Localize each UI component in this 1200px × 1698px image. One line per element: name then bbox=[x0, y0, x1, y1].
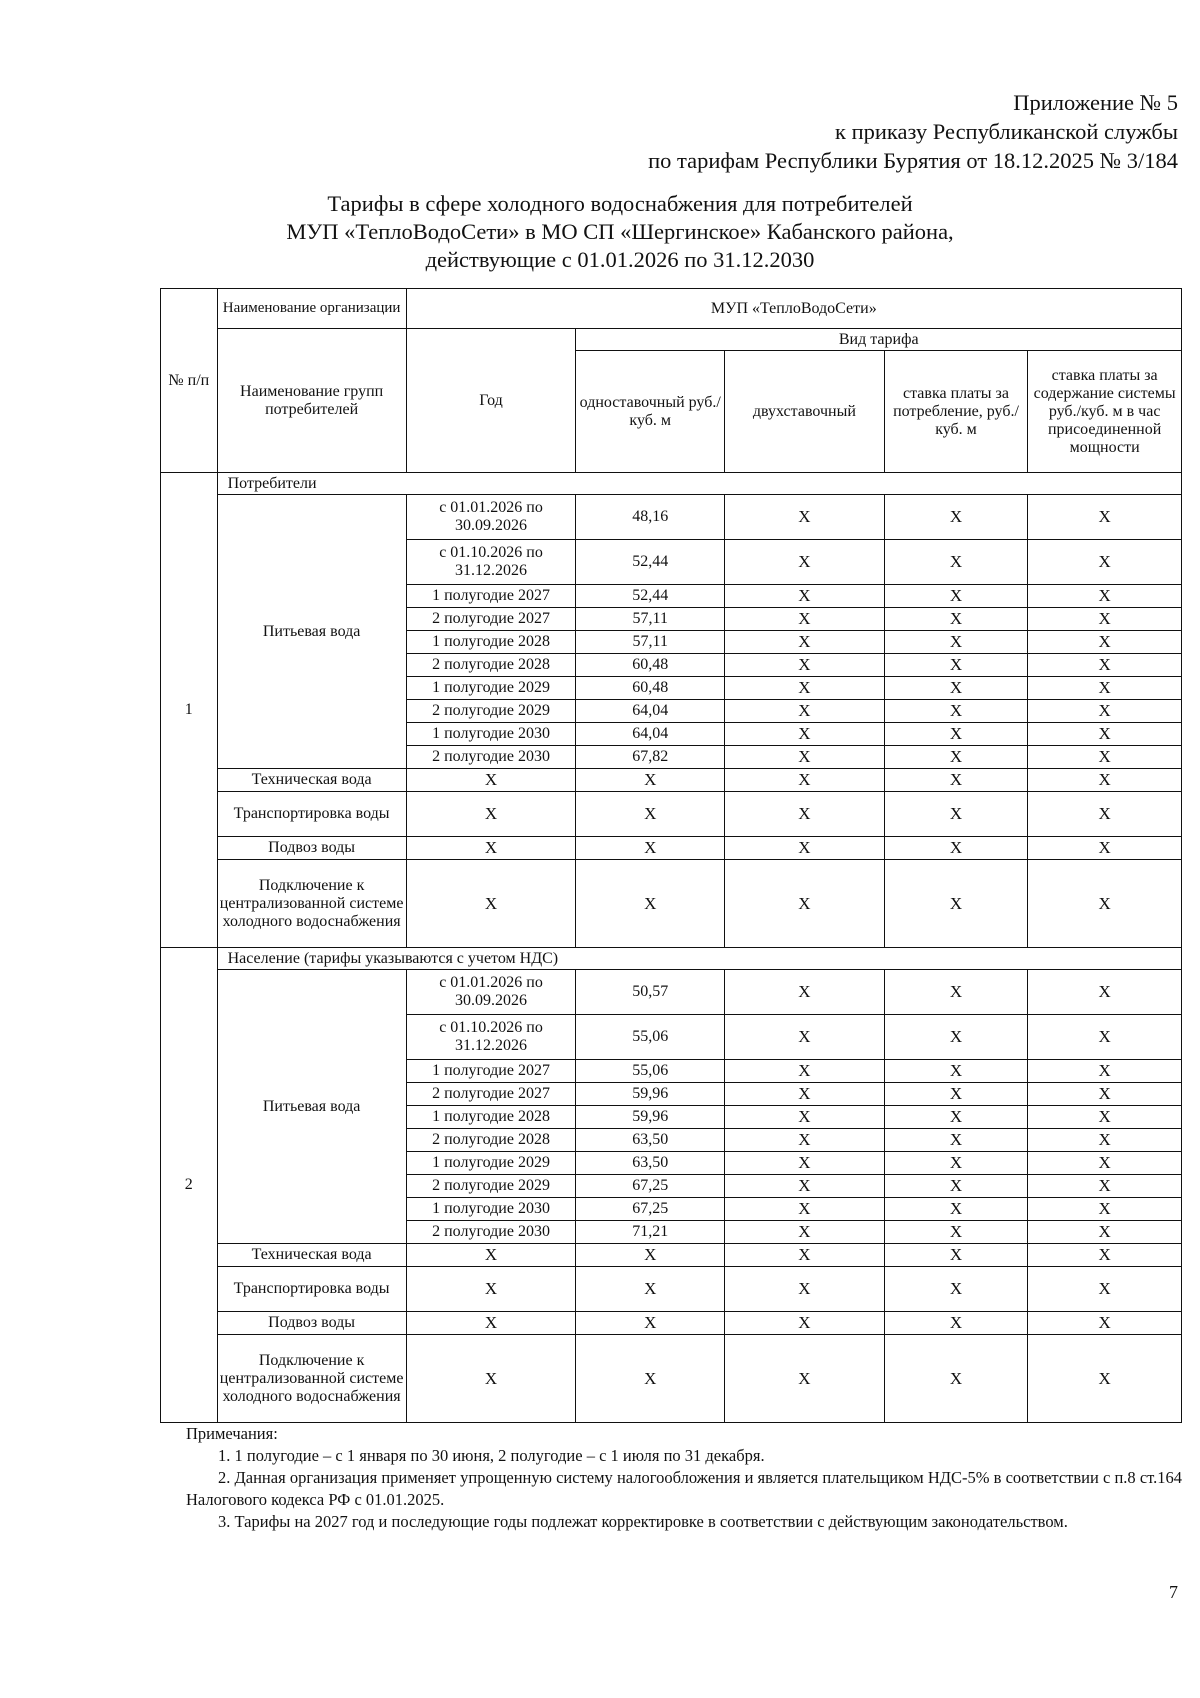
capacity-rate-cell: X bbox=[1028, 837, 1182, 860]
two-rate-cell: X bbox=[725, 1060, 885, 1083]
two-rate-cell: X bbox=[725, 585, 885, 608]
single-rate-cell: 63,50 bbox=[576, 1152, 725, 1175]
capacity-rate-cell: X bbox=[1028, 1152, 1182, 1175]
page-number: 7 bbox=[1169, 1582, 1178, 1602]
two-rate-cell: X bbox=[725, 1015, 885, 1060]
period-cell: 2 полугодие 2027 bbox=[406, 608, 576, 631]
two-rate-cell: X bbox=[725, 654, 885, 677]
consumption-rate-cell: X bbox=[884, 631, 1028, 654]
note-item: 2. Данная организация применяет упрощенную систему налогообложения и является плательщиком НДС-5% в соответствии с п.8 ст.164 Налогового кодекса РФ с 01.01.2025. bbox=[186, 1468, 1182, 1509]
consumption-rate-cell: X bbox=[884, 746, 1028, 769]
single-rate-cell: 55,06 bbox=[576, 1060, 725, 1083]
single-rate-cell: X bbox=[576, 1267, 725, 1312]
capacity-rate-cell: X bbox=[1028, 1267, 1182, 1312]
period-cell: X bbox=[406, 1244, 576, 1267]
single-rate-cell: 55,06 bbox=[576, 1015, 725, 1060]
two-rate-cell: X bbox=[725, 1198, 885, 1221]
consumption-rate-cell: X bbox=[884, 1015, 1028, 1060]
title-line-2: МУП «ТеплоВодоСети» в МО СП «Шергинское» Кабанского района, bbox=[286, 219, 954, 244]
period-cell: 2 полугодие 2029 bbox=[406, 700, 576, 723]
capacity-rate-cell: X bbox=[1028, 1335, 1182, 1423]
two-rate-cell: X bbox=[725, 837, 885, 860]
period-cell: X bbox=[406, 837, 576, 860]
header-tariff-type: Вид тарифа bbox=[576, 329, 1182, 351]
capacity-rate-cell: X bbox=[1028, 860, 1182, 948]
two-rate-cell: X bbox=[725, 769, 885, 792]
two-rate-cell: X bbox=[725, 1244, 885, 1267]
consumption-rate-cell: X bbox=[884, 792, 1028, 837]
single-rate-cell: 60,48 bbox=[576, 677, 725, 700]
capacity-rate-cell: X bbox=[1028, 1198, 1182, 1221]
header-consumption-rate: ставка платы за потребление, руб./ куб. м bbox=[884, 351, 1028, 473]
single-rate-cell: 52,44 bbox=[576, 585, 725, 608]
two-rate-cell: X bbox=[725, 723, 885, 746]
period-cell: 1 полугодие 2028 bbox=[406, 1106, 576, 1129]
period-cell: с 01.10.2026 по 31.12.2026 bbox=[406, 540, 576, 585]
table-row bbox=[161, 769, 1182, 792]
single-rate-cell: 59,96 bbox=[576, 1106, 725, 1129]
two-rate-cell: X bbox=[725, 1267, 885, 1312]
section-label-row bbox=[161, 473, 1182, 495]
group-name-cell: Подключение к централизованной системе холодного водоснабжения bbox=[217, 1335, 406, 1423]
note-item: 3. Тарифы на 2027 год и последующие годы подлежат корректировке в соответствии с действующим законодательством. bbox=[218, 1512, 1068, 1531]
section-label: Население (тарифы указываются с учетом НДС) bbox=[217, 948, 1181, 970]
document-title bbox=[220, 190, 1020, 274]
group-name-cell: Транспортировка воды bbox=[217, 792, 406, 837]
appendix-line-3: по тарифам Республики Бурятия от 18.12.2025 № 3/184 bbox=[648, 148, 1178, 173]
consumption-rate-cell: X bbox=[884, 860, 1028, 948]
period-cell: X bbox=[406, 1267, 576, 1312]
consumption-rate-cell: X bbox=[884, 585, 1028, 608]
single-rate-cell: 67,82 bbox=[576, 746, 725, 769]
two-rate-cell: X bbox=[725, 540, 885, 585]
group-name-cell: Подвоз воды bbox=[217, 837, 406, 860]
note-item: 1. 1 полугодие – с 1 января по 30 июня, 2 полугодие – с 1 июля по 31 декабря. bbox=[218, 1446, 765, 1465]
header-org-name: МУП «ТеплоВодоСети» bbox=[406, 289, 1181, 329]
header-single-rate: одноставочный руб./ куб. м bbox=[576, 351, 725, 473]
period-cell: 1 полугодие 2030 bbox=[406, 1198, 576, 1221]
two-rate-cell: X bbox=[725, 1312, 885, 1335]
two-rate-cell: X bbox=[725, 860, 885, 948]
header-capacity-rate: ставка платы за содержание системы руб./куб. м в час присоединенной мощности bbox=[1028, 351, 1182, 473]
capacity-rate-cell: X bbox=[1028, 1015, 1182, 1060]
capacity-rate-cell: X bbox=[1028, 769, 1182, 792]
two-rate-cell: X bbox=[725, 1221, 885, 1244]
header-two-rate: двухставочный bbox=[725, 351, 885, 473]
two-rate-cell: X bbox=[725, 1152, 885, 1175]
single-rate-cell: 64,04 bbox=[576, 700, 725, 723]
appendix-header bbox=[378, 88, 1178, 175]
group-drinking-water: Питьевая вода bbox=[217, 495, 406, 769]
capacity-rate-cell: X bbox=[1028, 970, 1182, 1015]
consumption-rate-cell: X bbox=[884, 837, 1028, 860]
single-rate-cell: 63,50 bbox=[576, 1129, 725, 1152]
consumption-rate-cell: X bbox=[884, 1267, 1028, 1312]
capacity-rate-cell: X bbox=[1028, 1129, 1182, 1152]
title-line-1: Тарифы в сфере холодного водоснабжения для потребителей bbox=[327, 191, 913, 216]
capacity-rate-cell: X bbox=[1028, 540, 1182, 585]
period-cell: с 01.01.2026 по 30.09.2026 bbox=[406, 970, 576, 1015]
period-cell: X bbox=[406, 1335, 576, 1423]
capacity-rate-cell: X bbox=[1028, 654, 1182, 677]
appendix-line-2: к приказу Республиканской службы bbox=[835, 119, 1178, 144]
two-rate-cell: X bbox=[725, 1083, 885, 1106]
period-cell: 1 полугодие 2029 bbox=[406, 677, 576, 700]
table-row bbox=[161, 1267, 1182, 1312]
two-rate-cell: X bbox=[725, 970, 885, 1015]
section-number: 2 bbox=[161, 948, 218, 1423]
capacity-rate-cell: X bbox=[1028, 1175, 1182, 1198]
single-rate-cell: 60,48 bbox=[576, 654, 725, 677]
title-line-3: действующие с 01.01.2026 по 31.12.2030 bbox=[425, 247, 815, 272]
consumption-rate-cell: X bbox=[884, 1060, 1028, 1083]
two-rate-cell: X bbox=[725, 746, 885, 769]
capacity-rate-cell: X bbox=[1028, 700, 1182, 723]
two-rate-cell: X bbox=[725, 792, 885, 837]
period-cell: 2 полугодие 2028 bbox=[406, 654, 576, 677]
period-cell: 1 полугодие 2030 bbox=[406, 723, 576, 746]
capacity-rate-cell: X bbox=[1028, 1312, 1182, 1335]
single-rate-cell: X bbox=[576, 1335, 725, 1423]
table-row bbox=[161, 1244, 1182, 1267]
single-rate-cell: 67,25 bbox=[576, 1175, 725, 1198]
capacity-rate-cell: X bbox=[1028, 1106, 1182, 1129]
two-rate-cell: X bbox=[725, 1175, 885, 1198]
tariff-table bbox=[160, 288, 1182, 1423]
appendix-line-1: Приложение № 5 bbox=[1013, 90, 1178, 115]
single-rate-cell: 50,57 bbox=[576, 970, 725, 1015]
single-rate-cell: X bbox=[576, 837, 725, 860]
consumption-rate-cell: X bbox=[884, 970, 1028, 1015]
two-rate-cell: X bbox=[725, 608, 885, 631]
consumption-rate-cell: X bbox=[884, 608, 1028, 631]
single-rate-cell: X bbox=[576, 1244, 725, 1267]
two-rate-cell: X bbox=[725, 700, 885, 723]
consumption-rate-cell: X bbox=[884, 677, 1028, 700]
header-group-label: Наименование групп потребителей bbox=[217, 329, 406, 473]
two-rate-cell: X bbox=[725, 1335, 885, 1423]
single-rate-cell: X bbox=[576, 1312, 725, 1335]
two-rate-cell: X bbox=[725, 1129, 885, 1152]
capacity-rate-cell: X bbox=[1028, 723, 1182, 746]
period-cell: X bbox=[406, 792, 576, 837]
period-cell: с 01.01.2026 по 30.09.2026 bbox=[406, 495, 576, 540]
single-rate-cell: X bbox=[576, 792, 725, 837]
two-rate-cell: X bbox=[725, 495, 885, 540]
header-org-label: Наименование организации bbox=[217, 289, 406, 329]
period-cell: 2 полугодие 2030 bbox=[406, 746, 576, 769]
table-row bbox=[161, 837, 1182, 860]
consumption-rate-cell: X bbox=[884, 1198, 1028, 1221]
consumption-rate-cell: X bbox=[884, 1152, 1028, 1175]
table-row bbox=[161, 860, 1182, 948]
table-row bbox=[161, 1335, 1182, 1423]
header-year: Год bbox=[406, 329, 576, 473]
group-name-cell: Подвоз воды bbox=[217, 1312, 406, 1335]
consumption-rate-cell: X bbox=[884, 1335, 1028, 1423]
single-rate-cell: 57,11 bbox=[576, 631, 725, 654]
period-cell: 1 полугодие 2029 bbox=[406, 1152, 576, 1175]
table-row bbox=[161, 970, 1182, 1015]
single-rate-cell: 64,04 bbox=[576, 723, 725, 746]
table-row bbox=[161, 495, 1182, 540]
two-rate-cell: X bbox=[725, 631, 885, 654]
section-label: Потребители bbox=[217, 473, 1181, 495]
consumption-rate-cell: X bbox=[884, 540, 1028, 585]
consumption-rate-cell: X bbox=[884, 723, 1028, 746]
header-number: № п/п bbox=[161, 289, 218, 473]
period-cell: X bbox=[406, 769, 576, 792]
single-rate-cell: 48,16 bbox=[576, 495, 725, 540]
consumption-rate-cell: X bbox=[884, 700, 1028, 723]
consumption-rate-cell: X bbox=[884, 1106, 1028, 1129]
tariff-table-body bbox=[161, 473, 1182, 1423]
single-rate-cell: X bbox=[576, 769, 725, 792]
period-cell: 2 полугодие 2030 bbox=[406, 1221, 576, 1244]
consumption-rate-cell: X bbox=[884, 1175, 1028, 1198]
table-row bbox=[161, 792, 1182, 837]
notes-title: Примечания: bbox=[186, 1424, 278, 1443]
section-label-row bbox=[161, 948, 1182, 970]
capacity-rate-cell: X bbox=[1028, 1221, 1182, 1244]
capacity-rate-cell: X bbox=[1028, 677, 1182, 700]
consumption-rate-cell: X bbox=[884, 495, 1028, 540]
consumption-rate-cell: X bbox=[884, 1129, 1028, 1152]
consumption-rate-cell: X bbox=[884, 769, 1028, 792]
single-rate-cell: 59,96 bbox=[576, 1083, 725, 1106]
group-name-cell: Техническая вода bbox=[217, 769, 406, 792]
period-cell: 2 полугодие 2028 bbox=[406, 1129, 576, 1152]
two-rate-cell: X bbox=[725, 1106, 885, 1129]
single-rate-cell: 57,11 bbox=[576, 608, 725, 631]
table-row bbox=[161, 1312, 1182, 1335]
period-cell: 1 полугодие 2027 bbox=[406, 585, 576, 608]
notes bbox=[186, 1423, 1182, 1533]
period-cell: с 01.10.2026 по 31.12.2026 bbox=[406, 1015, 576, 1060]
consumption-rate-cell: X bbox=[884, 1221, 1028, 1244]
group-name-cell: Техническая вода bbox=[217, 1244, 406, 1267]
capacity-rate-cell: X bbox=[1028, 608, 1182, 631]
consumption-rate-cell: X bbox=[884, 1083, 1028, 1106]
period-cell: X bbox=[406, 1312, 576, 1335]
single-rate-cell: X bbox=[576, 860, 725, 948]
two-rate-cell: X bbox=[725, 677, 885, 700]
consumption-rate-cell: X bbox=[884, 1312, 1028, 1335]
consumption-rate-cell: X bbox=[884, 654, 1028, 677]
single-rate-cell: 67,25 bbox=[576, 1198, 725, 1221]
consumption-rate-cell: X bbox=[884, 1244, 1028, 1267]
single-rate-cell: 71,21 bbox=[576, 1221, 725, 1244]
group-drinking-water: Питьевая вода bbox=[217, 970, 406, 1244]
single-rate-cell: 52,44 bbox=[576, 540, 725, 585]
capacity-rate-cell: X bbox=[1028, 1060, 1182, 1083]
period-cell: X bbox=[406, 860, 576, 948]
capacity-rate-cell: X bbox=[1028, 1083, 1182, 1106]
capacity-rate-cell: X bbox=[1028, 746, 1182, 769]
group-name-cell: Подключение к централизованной системе холодного водоснабжения bbox=[217, 860, 406, 948]
capacity-rate-cell: X bbox=[1028, 1244, 1182, 1267]
section-number: 1 bbox=[161, 473, 218, 948]
capacity-rate-cell: X bbox=[1028, 585, 1182, 608]
capacity-rate-cell: X bbox=[1028, 792, 1182, 837]
capacity-rate-cell: X bbox=[1028, 631, 1182, 654]
capacity-rate-cell: X bbox=[1028, 495, 1182, 540]
period-cell: 1 полугодие 2028 bbox=[406, 631, 576, 654]
period-cell: 2 полугодие 2027 bbox=[406, 1083, 576, 1106]
period-cell: 1 полугодие 2027 bbox=[406, 1060, 576, 1083]
period-cell: 2 полугодие 2029 bbox=[406, 1175, 576, 1198]
group-name-cell: Транспортировка воды bbox=[217, 1267, 406, 1312]
